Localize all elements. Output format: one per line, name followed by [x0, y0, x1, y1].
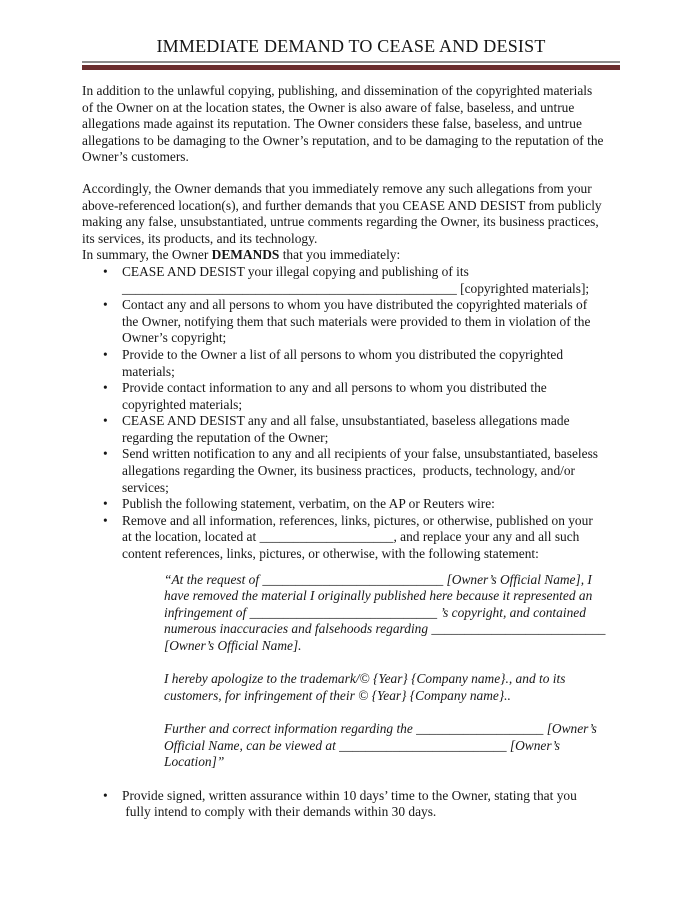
paragraph-line: above-referenced location(s), and further demands that you CEASE AND DESIST from publicly [82, 197, 602, 213]
paragraph-line: In addition to the unlawful copying, publishing, and dissemination of the copyrighted materials [82, 83, 593, 98]
summary-line [82, 247, 620, 264]
statement-line: I hereby apologize to the trademark/© {Year} {Company name}., and to its [164, 671, 566, 687]
statement-line: Location]” [164, 754, 225, 770]
document-title: IMMEDIATE DEMAND TO CEASE AND DESIST [156, 36, 546, 56]
list-item-line: Remove and all information, references, links, pictures, or otherwise, published on your [122, 512, 593, 528]
list-item-line: at the location, located at ____________________, and replace your any and all such [122, 529, 580, 545]
list-item [82, 446, 620, 496]
bullet-icon: • [103, 787, 108, 803]
bullet-icon: • [103, 297, 108, 313]
list-item-line: copyrighted materials; [122, 396, 243, 412]
list-item-line: Publish the following statement, verbatim, on the AP or Reuters wire: [122, 496, 495, 512]
title-rule-thick-line [82, 65, 620, 70]
paragraph-line: Accordingly, the Owner demands that you immediately remove any such allegations from your [82, 180, 592, 196]
paragraph-line: its services, its products, and its technology. [82, 230, 318, 246]
list-item-line: Provide to the Owner a list of all persons to whom you distributed the copyrighted [122, 346, 564, 362]
paragraph-line: allegations to be damaging to the Owner’s reputation, and to be damaging to the reputation of the [82, 132, 604, 148]
list-item [82, 513, 620, 563]
required-statement-block [164, 572, 620, 771]
list-item-line: regarding the reputation of the Owner; [122, 429, 329, 445]
statement-line: numerous inaccuracies and falsehoods regarding __________________________ [164, 621, 606, 637]
list-item [82, 788, 620, 821]
list-item [82, 264, 620, 297]
statement-line: customers, for infringement of their © {Year} {Company name}.. [164, 687, 511, 703]
bullet-icon: • [103, 496, 108, 512]
list-item-line: the Owner, notifying them that such materials were provided to them in violation of the [122, 313, 591, 329]
list-item-line: allegations regarding the Owner, its business practices, products, technology, and/or [122, 463, 576, 479]
list-item-line: CEASE AND DESIST your illegal copying and publishing of its [122, 263, 469, 279]
list-item-line: CEASE AND DESIST any and all false, unsubstantiated, baseless allegations made [122, 413, 570, 429]
list-item-line: Contact any and all persons to whom you have distributed the copyrighted materials of [122, 297, 588, 313]
summary-prefix: In summary, the Owner [82, 247, 212, 263]
statement-line: [Owner’s Official Name]. [164, 638, 302, 653]
bullet-icon: • [103, 512, 108, 528]
statement-line: have removed the material I originally published here because it represented an [164, 588, 593, 604]
list-item [82, 347, 620, 380]
statement-paragraph [164, 572, 620, 655]
paragraph-line: Owner’s customers. [82, 149, 189, 165]
statement-line: “At the request of ___________________________ [Owner’s Official Name], I [164, 571, 592, 587]
list-item-line: Provide signed, written assurance within 10 days’ time to the Owner, stating that you [122, 787, 577, 803]
list-item-line: services; [122, 479, 169, 495]
paragraph-line: of the Owner on at the location states, the Owner is also aware of false, baseless, and untrue [82, 99, 575, 115]
list-item-line: Provide contact information to any and all persons to whom you distributed the [122, 380, 547, 396]
paragraph-line: making any false, unsubstantiated, untrue comments regarding the Owner, its business practices, [82, 214, 599, 230]
bullet-icon: • [103, 380, 108, 396]
paragraph-line: allegations made against its reputation. The Owner considers these false, baseless, and untrue [82, 116, 582, 132]
bullet-icon: • [103, 263, 108, 279]
list-item [82, 413, 620, 446]
list-item-line: __________________________________________________ [copyrighted materials]; [122, 280, 590, 296]
summary-suffix: that you immediately: [279, 247, 401, 263]
bullet-icon: • [103, 446, 108, 462]
statement-line: infringement of ____________________________ ’s copyright, and contained [164, 604, 586, 620]
statement-line: Further and correct information regarding the ___________________ [Owner’s [164, 720, 597, 736]
statement-paragraph [164, 671, 620, 704]
title-rule [82, 61, 620, 70]
statement-paragraph [164, 721, 620, 771]
summary-demands-bold: DEMANDS [211, 247, 280, 263]
list-item [82, 496, 620, 513]
paragraph-demand [82, 181, 620, 264]
list-item-line: materials; [122, 363, 175, 379]
list-item-line: content references, links, pictures, or otherwise, with the following statement: [122, 546, 539, 562]
statement-line: Official Name, can be viewed at _________________________ [Owner’s [164, 737, 560, 753]
list-item [82, 380, 620, 413]
list-item-line: Owner’s copyright; [122, 330, 227, 346]
paragraph-intro [82, 83, 620, 166]
list-item-line: Send written notification to any and all recipients of your false, unsubstantiated, baseless [122, 446, 598, 462]
bullet-icon: • [103, 413, 108, 429]
demands-list [82, 264, 620, 563]
bullet-icon: • [103, 346, 108, 362]
list-item-line: fully intend to comply with their demands within 30 days. [122, 804, 437, 820]
list-item [82, 297, 620, 347]
